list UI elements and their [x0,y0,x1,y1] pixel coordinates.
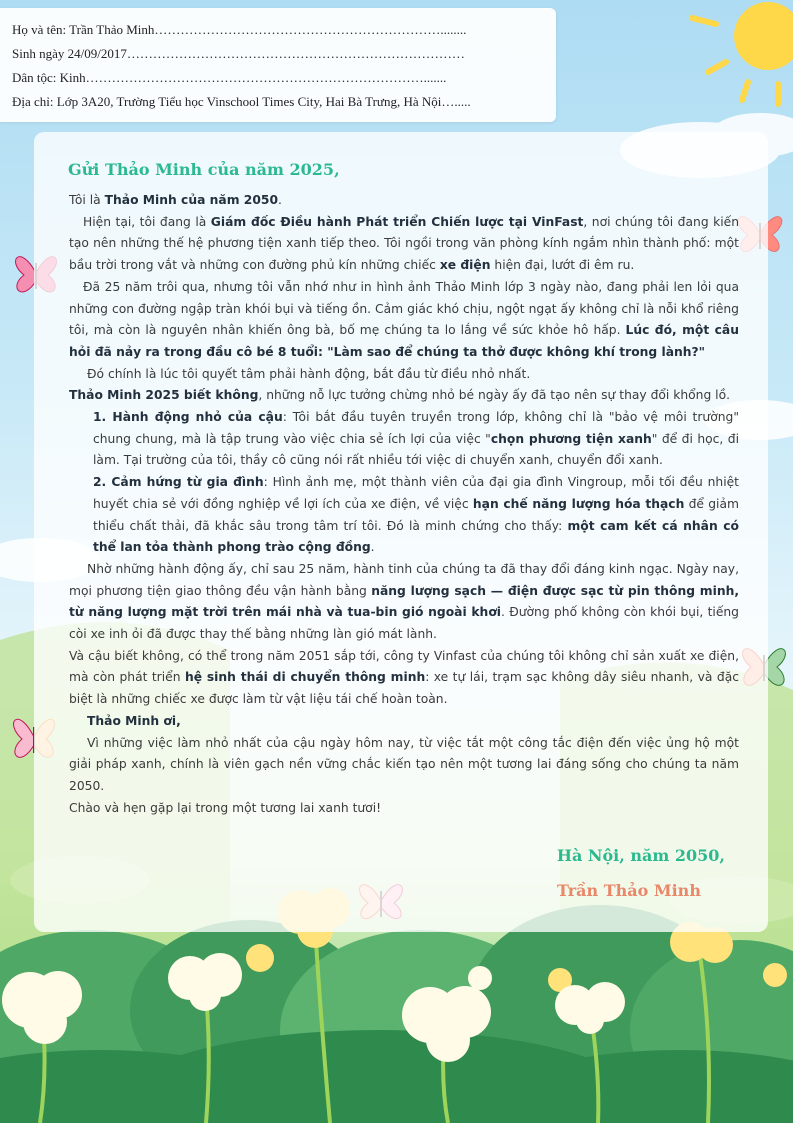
name-line: Họ và tên: Trần Thảo Minh…………………………………………………………........ [12,22,467,37]
paragraph-change: Thảo Minh 2025 biết không, những nỗ lực tưởng chừng nhỏ bé ngày ấy đã tạo nên sự thay đổi khổng lồ. [69,388,731,403]
paragraph-future-planet: Nhờ những hành động ấy, chỉ sau 25 năm, hành tinh của chúng ta đã thay đổi đáng kinh ngạc. Ngày nay, mọi phương tiện giao thông đều vận hành bằng năng lượng sạch — điện được sạc từ pin thông minh, từ năng lượng mặt trời trên mái nhà và tua-bin gió ngoài khơi. Đường phố không còn khói bụi, tiếng còi xe inh ỏi đã được thay thế bằng những làn gió mát lành. [69,561,740,642]
paragraph-memory: Đã 25 năm trôi qua, nhưng tôi vẫn nhớ như in hình ảnh Thảo Minh lớp 3 ngày nào, đang phải len lỏi qua những con đường ngập tràn khói bụi và tiếng ồn. Cảm giác khó chịu, ngột ngạt ấy không chỉ là nỗi khổ riêng tôi, mà còn là nguyên nhân khiến ông bà, bố mẹ chúng ta lo lắng về sức khỏe hô hấp. Lúc đó, một câu hỏi đã nảy ra trong đầu cô bé 8 tuổi: "Làm sao để chúng ta thở được không khí trong lành?" [69,279,739,359]
paragraph-intro: Tôi là Thảo Minh của năm 2050. [69,193,282,207]
letter-body [69,190,739,819]
birth-date-line: Sinh ngày 24/09/2017…………………………………………………………………… [12,46,465,61]
address-line: Địa chỉ: Lớp 3A20, Trường Tiểu học Vinschool Times City, Hai Bà Trưng, Hà Nội…..... [12,94,471,109]
list-item-small-action: 1. Hành động nhỏ của cậu: Tôi bắt đầu tuyên truyền trong lớp, không chỉ là "bảo vệ môi trường" chung chung, mà là tập trung vào việc chia sẻ ích lợi của việc "chọn phương tiện xanh" để đi học, đi làm. Tại trường của tôi, thầy cô cũng nói rất nhiều tới việc di chuyển xanh, chuyển đổi xanh. [93,410,739,468]
paragraph-message: Vì những việc làm nhỏ nhất của cậu ngày hôm nay, từ việc tắt một công tắc điện đến việc ủng hộ một giải pháp xanh, chính là viên gạch nền vững chắc kiến tạo nên một tương lai đáng sống cho chúng ta năm 2050. [69,735,739,793]
student-info-card [0,8,556,122]
place-and-date: Hà Nội, năm 2050, [556,846,725,865]
paragraph-vinfast-ecosystem: Và cậu biết không, có thể trong năm 2051 sắp tới, công ty Vinfast của chúng tôi không chỉ sản xuất xe điện, mà còn phát triển hệ sinh thái di chuyển thông minh: xe tự lái, trạm sạc không dây siêu nhanh, và đặc biệt là những chiếc xe được làm từ vật liệu tái chế hoàn toàn. [69,648,739,707]
paragraph-current-role: Hiện tại, tôi đang là Giám đốc Điều hành Phát triển Chiến lược tại VinFast, nơi chúng tôi đang kiến tạo nên những thế hệ phương tiện xanh tiếp theo. Tôi ngồi trong văn phòng kính ngắm nhìn thành phố: một bầu trời trong vắt và những con đường phủ kín những chiếc xe điện hiện đại, lướt đi êm ru. [69,214,739,273]
sun-icon [692,2,793,104]
list-item-family-inspiration: 2. Cảm hứng từ gia đình: Hình ảnh mẹ, một thành viên của đại gia đình Vingroup, mỗi tối đều nhiệt huyết chia sẻ với đồng nghiệp về lợi ích của xe điện, về việc hạn chế năng lượng hóa thạch để giảm thiểu chất thải, đã khắc sâu trong tâm trí tôi. Đó là minh chứng cho thấy: một cam kết cá nhân có thể lan tỏa thành phong trào cộng đồng. [93,475,740,555]
paragraph-address: Thảo Minh ơi, [87,713,181,728]
letter-greeting: Gửi Thảo Minh của năm 2025, [68,160,340,179]
paragraph-farewell: Chào và hẹn gặp lại trong một tương lai xanh tươi! [69,800,382,815]
paragraph-decision: Đó chính là lúc tôi quyết tâm phải hành động, bắt đầu từ điều nhỏ nhất. [87,366,531,381]
signature-name: Trần Thảo Minh [557,881,701,900]
ethnicity-line: Dân tộc: Kinh……………………………………………………………………....... [12,70,447,85]
